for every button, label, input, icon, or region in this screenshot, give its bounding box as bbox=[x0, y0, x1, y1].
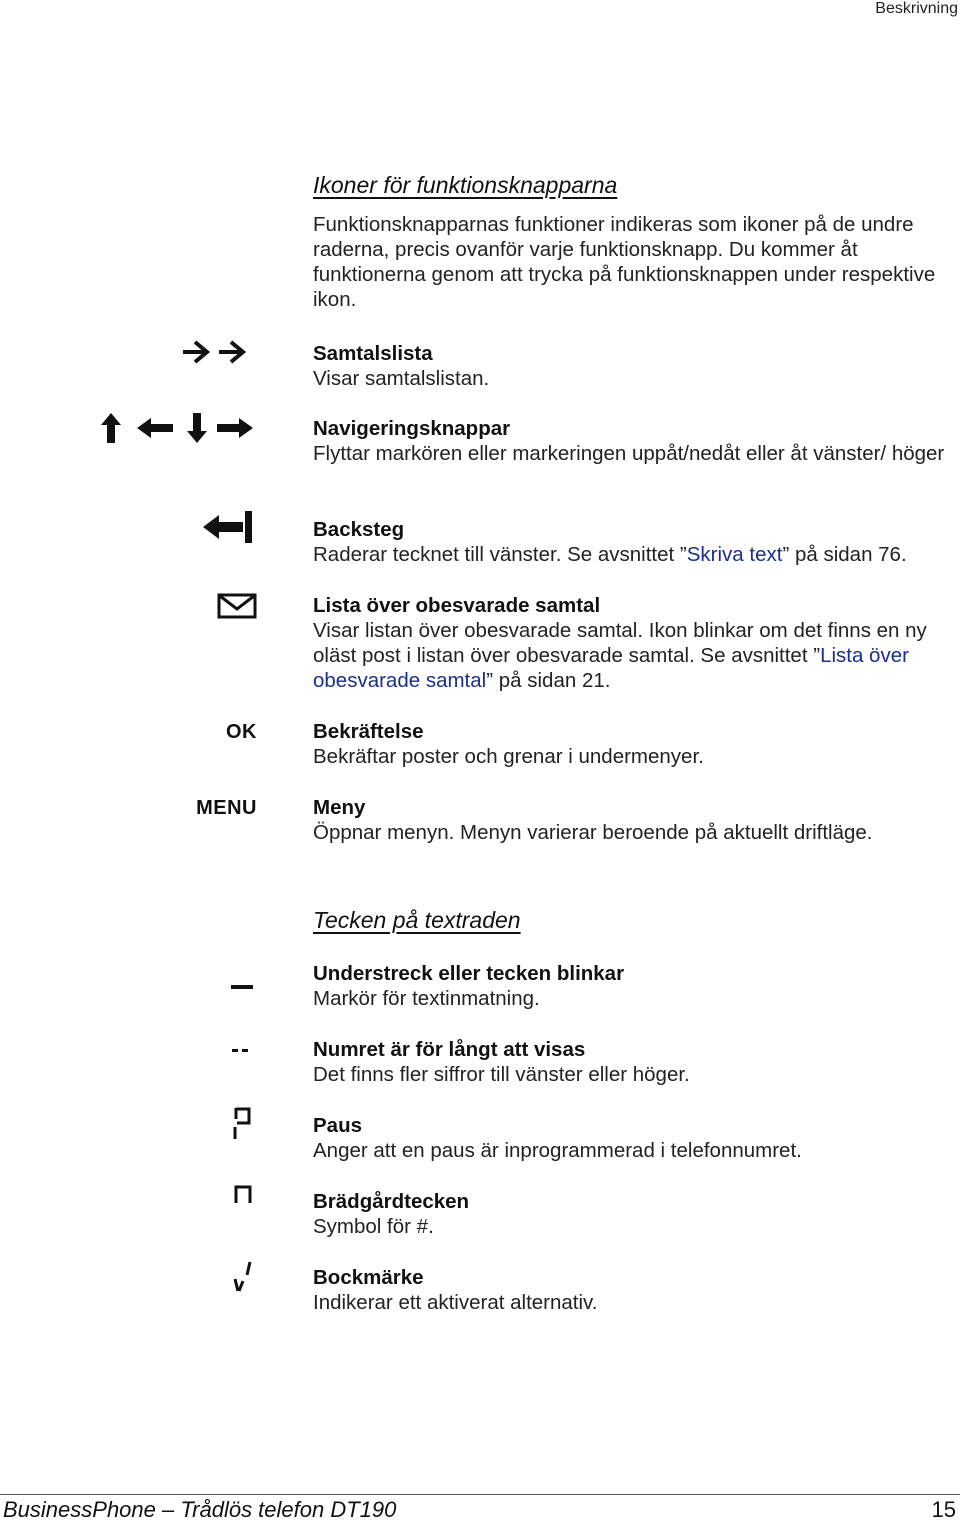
entry-desc: Markör för textinmatning. bbox=[313, 987, 540, 1010]
desc-text: ” på sidan 76. bbox=[782, 543, 907, 566]
ok-label-icon: OK bbox=[226, 720, 257, 743]
double-dash-icon bbox=[225, 1042, 251, 1058]
footer-title: BusinessPhone – Trådlös telefon DT190 bbox=[3, 1497, 397, 1522]
entry-title: Understreck eller tecken blinkar bbox=[313, 962, 625, 985]
entry-understreck bbox=[313, 961, 953, 1011]
footer-rule bbox=[0, 1494, 960, 1495]
entry-desc: Flyttar markören eller markeringen uppåt/nedåt eller åt vänster/ höger bbox=[313, 442, 945, 465]
entry-navigeringsknappar bbox=[313, 416, 953, 466]
entry-bradgardtecken bbox=[313, 1189, 953, 1239]
link-skriva-text[interactable]: Skriva text bbox=[686, 543, 783, 566]
entry-title: Paus bbox=[313, 1114, 362, 1137]
desc-text: ” på sidan 21. bbox=[486, 669, 611, 692]
entry-bekraftelse bbox=[313, 719, 953, 769]
entry-title: Navigeringsknappar bbox=[313, 417, 511, 440]
entry-desc bbox=[313, 618, 953, 693]
entry-for-langt-nummer bbox=[313, 1037, 953, 1087]
entry-title: Numret är för långt att visas bbox=[313, 1038, 586, 1061]
hash-symbol-icon bbox=[229, 1183, 253, 1205]
entry-desc: Visar samtalslistan. bbox=[313, 367, 490, 390]
entry-title: Bekräftelse bbox=[313, 720, 424, 743]
page-number: 15 bbox=[931, 1497, 956, 1522]
double-arrow-right-icon bbox=[175, 338, 255, 366]
desc-text: Visar listan över obesvarade samtal. Ikon blinkar om det finns en ny oläst post i listan över obesvarade samtal. Se avsnittet ” bbox=[313, 619, 927, 667]
section-title-text-line-symbols: Tecken på textraden bbox=[313, 907, 521, 933]
section-title-function-icons: Ikoner för funktionsknapparna bbox=[313, 172, 618, 198]
entry-desc: Anger att en paus är inprogrammerad i telefonnumret. bbox=[313, 1139, 802, 1162]
backspace-icon bbox=[195, 508, 255, 546]
entry-title: Backsteg bbox=[313, 518, 405, 541]
entry-desc: Bekräftar poster och grenar i undermenyer. bbox=[313, 745, 704, 768]
entry-backsteg bbox=[313, 517, 953, 567]
desc-text: Raderar tecknet till vänster. Se avsnittet ” bbox=[313, 543, 687, 566]
entry-title: Bockmärke bbox=[313, 1266, 424, 1289]
entry-samtalslista bbox=[313, 341, 953, 391]
envelope-icon bbox=[215, 592, 257, 620]
entry-meny bbox=[313, 795, 953, 845]
entry-title: Samtalslista bbox=[313, 342, 433, 365]
entry-title: Meny bbox=[313, 796, 366, 819]
pause-p-icon bbox=[227, 1104, 253, 1142]
entry-bockmarke bbox=[313, 1265, 953, 1315]
entry-desc: Symbol för #. bbox=[313, 1215, 434, 1238]
checkmark-icon bbox=[229, 1258, 253, 1294]
entry-paus bbox=[313, 1113, 953, 1163]
underscore-cursor-icon bbox=[225, 975, 255, 993]
entry-desc bbox=[313, 542, 953, 567]
menu-label-icon: MENU bbox=[196, 796, 257, 819]
entry-title: Brädgårdtecken bbox=[313, 1190, 470, 1213]
entry-desc: Det finns fler siffror till vänster eller höger. bbox=[313, 1063, 690, 1086]
link-lista-over-obesvarade-samtal[interactable]: Lista över obesvarade samtal bbox=[313, 644, 909, 692]
section-intro: Funktionsknapparnas funktioner indikeras som ikoner på de undre raderna, precis ovanför varje funktionsknapp. Du kommer åt funktionerna genom att trycka på funktionsknappen under respektive ikon. bbox=[313, 213, 936, 311]
entry-title: Lista över obesvarade samtal bbox=[313, 594, 601, 617]
running-header: Beskrivning bbox=[875, 0, 958, 17]
entry-obesvarade-samtal bbox=[313, 593, 953, 693]
entry-desc: Öppnar menyn. Menyn varierar beroende på aktuellt driftläge. bbox=[313, 821, 873, 844]
entry-desc: Indikerar ett aktiverat alternativ. bbox=[313, 1291, 598, 1314]
navigation-arrows-icon bbox=[95, 410, 255, 446]
